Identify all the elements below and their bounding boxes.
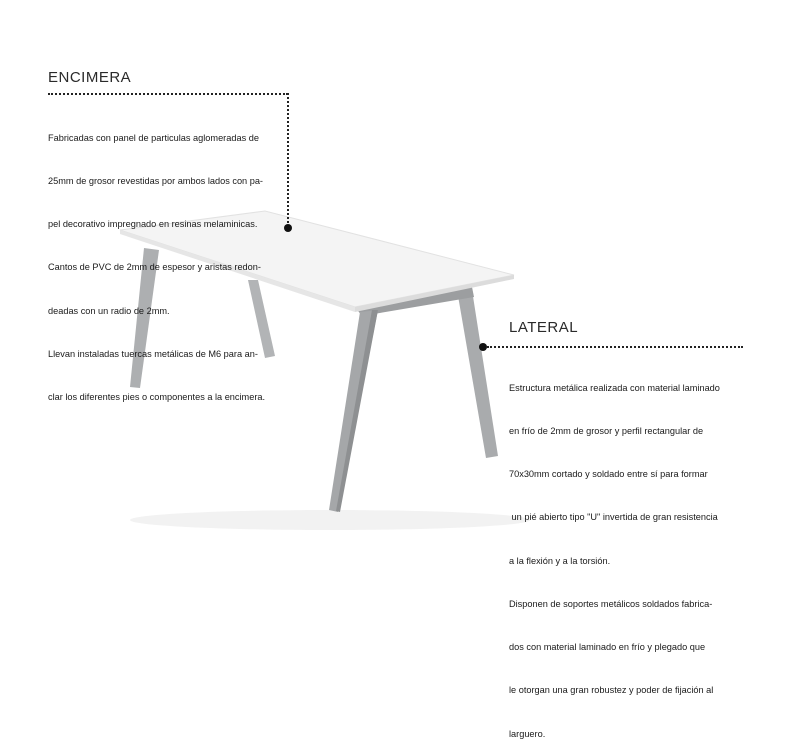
lateral-pin-icon	[479, 343, 487, 351]
encimera-callout-line-vertical	[287, 93, 289, 227]
encimera-description: Fabricadas con panel de particulas aglomeradas de 25mm de grosor revestidas por ambos lados con pa- pel decorativo impregnado en resinas melaminicas. Cantos de PVC de 2mm de espesor y aristas redon- deadas con un radio de 2mm. Llevan instaladas tuercas metálicas de M6 para an- clar los diferentes pies o componentes a la encimera.	[48, 132, 266, 403]
encimera-title: ENCIMERA	[48, 69, 132, 86]
encimera-pin-icon	[284, 224, 292, 232]
lateral-title: LATERAL	[509, 319, 579, 336]
lateral-callout-line	[487, 346, 743, 348]
lateral-description: Estructura metálica realizada con material laminado en frío de 2mm de grosor y perfil rectangular de 70x30mm cortado y soldado entre sí para formar un pié abierto tipo "U" invertida de gran resistencia a la flexión y a la torsión. Disponen de soportes metálicos soldados fabrica- dos con material laminado en frío y plegado que le otorgan una gran robustez y poder de fijación al larguero.	[509, 382, 720, 739]
encimera-callout-line	[48, 93, 288, 95]
leg-back-right	[457, 290, 498, 458]
